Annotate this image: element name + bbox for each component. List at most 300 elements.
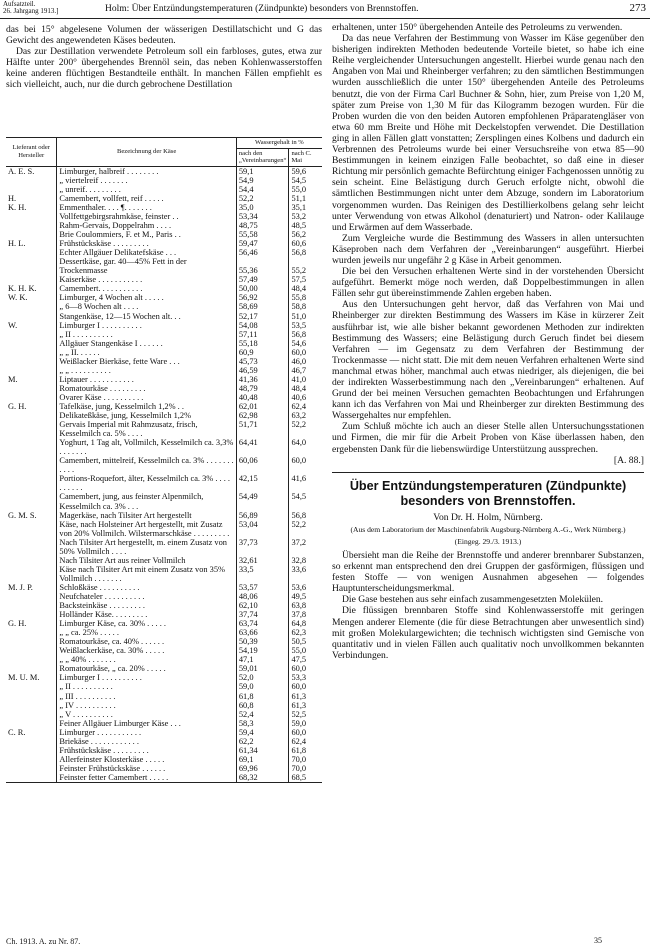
supplier-cell <box>6 764 57 773</box>
table-body <box>6 166 322 782</box>
cheese-cell: Nach Tilsiter Art aus reiner Vollmilch <box>57 556 236 565</box>
supplier-cell <box>6 330 57 339</box>
cheese-cell: Limburger Käse, ca. 30% . . . . . <box>57 619 236 628</box>
column-header-mai: nach C. Mai <box>289 148 322 166</box>
paragraph: Da das neue Verfahren der Bestimmung von Wasser im Käse gegenüber den bisherigen indirekten Methoden bedeutende Vorteile bietet, so habe ich eine Reihe vergleichender Untersuchungen angestellt. Hierbei wurde genau nach den Angaben von Mai und Rheinberger verfahren; zu den sämtlichen Bestimmungen wurden ausschließlich die unter 150° übergehenden Anteile des Petroleums benutzt, die von der Firma Carl Buchner & Sohn, hier, zum Preise von 1,20 M, später zum Preise von 1,30 M für das Kilogramm bezogen wurden. Für die Proben wurden die von den beiden Autoren empfohlenen Präparatengläser von etwa 60 mm Breite und Höhe mit Deckelstopfen verwendet. Die Destillation ging in allen Fällen glatt vonstatten; Zersplingen eines Kolbens und dadurch ein Verbrennen des Petroleums wurde bei einer Versuchsreihe von etwa 85—90 Bestimmungen in keinem einzigen Falle beobachtet, so daß eine in dieser Richtung mir persönlich gemachte Befürchtung einiger Fachgenossen unnötig zu sein scheint. Eine Belästigung durch Geruch erfolgte nicht, obwohl die sämtlichen Bestimmungen nicht unter dem Abzuge, sondern im Laboratorium vorgenommen wurden. Das Reinigen des Destillierkolbens gelang sehr leicht unter Verwendung von etwas Alkohol (denaturiert) und Natron- oder Kalilauge und Erwärmen auf dem Wasserbade. <box>332 33 644 233</box>
table-row <box>6 203 322 212</box>
paragraph: Zum Vergleiche wurde die Bestimmung des Wassers in allen untersuchten Käseproben nach dem Verfahren der „Vereinbarungen“ ausgeführt. Hierbei wurden jeweils nur ungefähr 2 g Käse in Arbeit genommen. <box>332 232 644 266</box>
journal-section <box>3 1 58 15</box>
mai-value: 35,1 <box>291 202 307 212</box>
vereinbarungen-value: 51,71 <box>236 420 289 438</box>
mai-value: 56,2 <box>291 230 307 240</box>
supplier-cell <box>6 565 57 583</box>
vereinbarungen-value: 48,75 <box>236 221 289 230</box>
supplier-cell <box>6 610 57 619</box>
mai-value: 48,5 <box>291 221 307 231</box>
supplier-cell <box>6 176 57 185</box>
supplier-cell <box>6 755 57 764</box>
supplier-cell <box>6 438 57 456</box>
table-row <box>6 556 322 565</box>
table-row <box>6 339 322 348</box>
cheese-cell: Limburger . . . . . . . . . . . <box>57 728 236 737</box>
mai-value: 52,2 <box>291 519 307 529</box>
vereinbarungen-value: 68,32 <box>236 773 289 783</box>
mai-value: 51,0 <box>291 311 307 321</box>
vereinbarungen-value: 59,4 <box>236 728 289 737</box>
vereinbarungen-value: 35,0 <box>236 203 289 212</box>
left-column <box>6 24 322 91</box>
mai-value: 60,0 <box>291 727 307 737</box>
supplier-cell <box>6 646 57 655</box>
table-row <box>6 221 322 230</box>
cheese-cell: Camembert. . . . . . . . . . . <box>57 284 236 293</box>
article-note: [A. 88.] <box>613 454 644 466</box>
supplier-cell <box>6 302 57 311</box>
mai-value: 60,0 <box>291 682 307 692</box>
cheese-cell: Romatourkäse . . . . . . . . . <box>57 384 236 393</box>
vereinbarungen-value: 48,79 <box>236 384 289 393</box>
mai-value: 68,5 <box>289 773 322 783</box>
supplier-cell <box>6 637 57 646</box>
vereinbarungen-value: 61,8 <box>236 692 289 701</box>
table-row <box>6 384 322 393</box>
mai-value: 61,3 <box>291 691 307 701</box>
cheese-cell: Romatourkäse, „ ca. 20% . . . . . <box>57 664 236 673</box>
vereinbarungen-value: 69,96 <box>236 764 289 773</box>
cheese-cell: Kaiserkäse . . . . . . . . . . . <box>57 275 236 284</box>
cheese-cell: Gervais Imperial mit Rahmzusatz, frisch, Kesselmilch ca. 5% . . . . <box>57 420 236 438</box>
table-row <box>6 239 322 248</box>
vereinbarungen-value: 61,34 <box>236 746 289 755</box>
vereinbarungen-value: 56,89 <box>236 511 289 520</box>
table-row <box>6 474 322 492</box>
mai-value: 58,8 <box>291 302 307 312</box>
vereinbarungen-value <box>236 257 289 266</box>
supplier-cell <box>6 664 57 673</box>
supplier-cell <box>6 746 57 755</box>
cheese-cell: Yoghurt, 1 Tag alt, Vollmilch, Kesselmilch ca. 3,3% . . . . . . . <box>57 438 236 456</box>
paragraph: erhaltenen, unter 150° übergehenden Anteile des Petroleums zu verwenden. <box>332 22 623 33</box>
vereinbarungen-value: 55,58 <box>236 230 289 239</box>
cheese-cell: Allgäuer Stangenkäse I . . . . . . <box>57 339 236 348</box>
vereinbarungen-value: 63,66 <box>236 628 289 637</box>
vereinbarungen-value: 33,5 <box>236 565 289 583</box>
mai-value: 59,6 <box>291 166 307 176</box>
vereinbarungen-value: 52,4 <box>236 710 289 719</box>
cheese-cell: „ viertelreif . . . . . . . <box>57 176 236 185</box>
vereinbarungen-value: 56,92 <box>236 293 289 302</box>
table-row <box>6 565 322 583</box>
article-institution: (Aus dem Laboratorium der Maschinenfabrik Augsburg-Nürnberg A.-G., Werk Nürnberg.) <box>350 524 626 534</box>
column-header-supplier: Lieferant oder Hersteller <box>6 138 57 167</box>
mai-value: 57,5 <box>291 275 307 285</box>
cheese-cell: „ IV . . . . . . . . . . <box>57 701 236 710</box>
table-row <box>6 275 322 284</box>
mai-value: 55,0 <box>291 184 307 194</box>
mai-value: 56,8 <box>291 510 307 520</box>
vereinbarungen-value: 54,9 <box>236 176 289 185</box>
table-row <box>6 737 322 746</box>
table-row <box>6 212 322 221</box>
mai-value: 33,6 <box>291 564 307 574</box>
supplier-cell <box>6 348 57 357</box>
table-row <box>6 176 322 185</box>
article-divider <box>332 472 644 473</box>
supplier-cell <box>6 474 57 492</box>
article-title: Über Entzündungstemperaturen (Zündpunkte) besonders von Brennstoffen. <box>349 478 627 508</box>
mai-value: 53,6 <box>291 582 307 592</box>
mai-value: 60,0 <box>291 456 307 466</box>
cheese-cell: Frühstückskäse . . . . . . . . . <box>57 746 236 755</box>
water-content-table <box>6 137 322 783</box>
paragraph: Zum Schluß möchte ich auch an dieser Stelle allen Untersuchungsstationen und Firmen, die mir für die Arbeit Proben von Käse überlassen haben, den ergebensten Dank für die liebenswürdige Unterstützung aussprechen. <box>332 421 644 455</box>
cheese-cell: Weißlackerkäse, ca. 30% . . . . . <box>57 646 236 655</box>
table-row <box>6 321 322 330</box>
table-row <box>6 710 322 719</box>
vereinbarungen-value: 52,17 <box>236 312 289 321</box>
vereinbarungen-value: 59,01 <box>236 664 289 673</box>
mai-value: 50,5 <box>291 637 307 647</box>
supplier-cell: M. <box>6 375 57 384</box>
table-row <box>6 348 322 357</box>
supplier-cell <box>6 221 57 230</box>
vereinbarungen-value: 63,74 <box>236 619 289 628</box>
mai-value: 53,2 <box>291 212 307 222</box>
vereinbarungen-value: 53,04 <box>236 520 289 538</box>
supplier-cell <box>6 682 57 691</box>
mai-value <box>289 257 322 266</box>
table-row <box>6 312 322 321</box>
cheese-cell: Käse, nach Holsteiner Art hergestellt, mit Zusatz von 20% Vollmilch. Wilstermarschkäse . . . . . . . . . <box>57 520 236 538</box>
vereinbarungen-value: 62,98 <box>236 411 289 420</box>
cheese-cell: Vollfettgebirgsrahmkäse, feinster . . <box>57 212 236 221</box>
cheese-cell: Briekäse . . . . . . . . . . . . <box>57 737 236 746</box>
mai-value: 55,2 <box>291 266 307 276</box>
cheese-cell: „ II . . . . . . . . . . <box>57 682 236 691</box>
supplier-cell <box>6 737 57 746</box>
cheese-cell: Limburger I . . . . . . . . . . <box>57 673 236 682</box>
vereinbarungen-value: 50,00 <box>236 284 289 293</box>
vereinbarungen-value: 62,10 <box>236 601 289 610</box>
table-row <box>6 293 322 302</box>
column-header-vereinbarungen: nach den „Vereinbarungen“ <box>236 148 289 166</box>
cheese-cell: „ „ 40% . . . . . . . <box>57 655 236 664</box>
supplier-cell: M. U. M. <box>6 673 57 682</box>
vereinbarungen-value: 52,0 <box>236 673 289 682</box>
vereinbarungen-value: 57,49 <box>236 275 289 284</box>
cheese-cell: Neufchateler . . . . . . . . . . <box>57 592 236 601</box>
mai-value: 61,8 <box>291 745 307 755</box>
mai-value: 41,6 <box>291 474 307 484</box>
table-row <box>6 266 322 275</box>
cheese-cell: Limburger, 4 Wochen alt . . . . . <box>57 293 236 302</box>
cheese-cell: Ovarer Käse . . . . . . . . . . <box>57 393 236 402</box>
mai-value: 63,8 <box>291 601 307 611</box>
supplier-cell <box>6 185 57 194</box>
vereinbarungen-value: 40,48 <box>236 393 289 402</box>
cheese-cell: Emmenthaler. . . . ¶. . . . . . . <box>57 203 236 212</box>
supplier-cell: H. <box>6 194 57 203</box>
vereinbarungen-value: 69,1 <box>236 755 289 764</box>
table-row <box>6 375 322 384</box>
mai-value: 46,7 <box>291 365 307 375</box>
vereinbarungen-value: 60,8 <box>236 701 289 710</box>
running-title: Holm: Über Entzündungstemperaturen (Zündpunkte) besonders von Brennstoffen. <box>105 4 419 14</box>
mai-value: 70,0 <box>291 763 307 773</box>
footer-issue: Ch. 1913. A. zu Nr. 87. <box>6 937 81 946</box>
supplier-cell: A. E. S. <box>6 166 57 176</box>
cheese-cell: „ III . . . . . . . . . . <box>57 692 236 701</box>
vereinbarungen-value: 64,41 <box>236 438 289 456</box>
column-header-water: Wassergehalt in % <box>236 138 322 149</box>
paragraph: Die flüssigen brennbaren Stoffe sind Kohlenwasserstoffe mit geringen Mengen anderer Elemente (die für diese Betrachtungen aber unwesentlich sind) mit großen Molekulargewichten; die technisch wichtigsten sind Gemische von quantitativ und in vielen Fällen auch qualitativ noch unvollkommen bekannten Verbindungen. <box>332 605 644 661</box>
cheese-cell: Nach Tilsiter Art hergestellt, m. einem Zusatz von 50% Vollmilch . . . . <box>57 538 236 556</box>
mai-value: 63,2 <box>291 411 307 421</box>
article-author: Von Dr. H. Holm, Nürnberg. <box>433 511 543 523</box>
vereinbarungen-value: 54,08 <box>236 321 289 330</box>
paragraph: Die bei den Versuchen erhaltenen Werte sind in der vorstehenden Übersicht aufgeführt. Bemerkt möge noch werden, daß Doppelbestimmungen in allen Fällen sehr gut übereinstimmende Zahlen ergeben haben. <box>332 266 644 300</box>
cheese-cell: Trockenmasse <box>57 266 236 275</box>
table-row <box>6 664 322 673</box>
cheese-cell: Feiner Allgäuer Limburger Käse . . . <box>57 719 236 728</box>
cheese-cell: Stangenkäse, 12—15 Wochen alt. . . <box>57 312 236 321</box>
table-row <box>6 402 322 411</box>
table-row <box>6 166 322 176</box>
supplier-cell: M. J. P. <box>6 583 57 592</box>
mai-value: 52,5 <box>291 709 307 719</box>
mai-value: 64,8 <box>291 619 307 629</box>
cheese-cell: Camembert, mittelreif, Kesselmilch ca. 3% . . . . . . . . . . . <box>57 456 236 474</box>
mai-value: 41,0 <box>291 374 307 384</box>
vereinbarungen-value: 60,9 <box>236 348 289 357</box>
mai-value: 61,3 <box>291 700 307 710</box>
vereinbarungen-value: 54,19 <box>236 646 289 655</box>
supplier-cell <box>6 393 57 402</box>
vereinbarungen-value: 54,4 <box>236 185 289 194</box>
vereinbarungen-value: 53,34 <box>236 212 289 221</box>
table-row <box>6 456 322 474</box>
supplier-cell <box>6 384 57 393</box>
table-row <box>6 773 322 783</box>
table-row <box>6 728 322 737</box>
cheese-cell: Rahm-Gervais, Doppelrahm . . . . <box>57 221 236 230</box>
vereinbarungen-value: 56,46 <box>236 248 289 257</box>
mai-value: 52,2 <box>291 420 307 430</box>
table-row <box>6 628 322 637</box>
mai-value: 48,4 <box>291 284 307 294</box>
table-row <box>6 357 322 366</box>
table-row <box>6 682 322 691</box>
mai-value: 62,3 <box>291 628 307 638</box>
supplier-cell <box>6 366 57 375</box>
supplier-cell <box>6 230 57 239</box>
mai-value: 37,8 <box>291 610 307 620</box>
table-row <box>6 619 322 628</box>
cheese-cell: Allerfeinster Klosterkäse . . . . . <box>57 755 236 764</box>
supplier-cell <box>6 601 57 610</box>
mai-value: 70,0 <box>291 754 307 764</box>
table-row <box>6 601 322 610</box>
supplier-cell <box>6 701 57 710</box>
cheese-cell: Brie Coulommiers, F. et M., Paris . . <box>57 230 236 239</box>
mai-value: 53,5 <box>291 320 307 330</box>
mai-value: 48,4 <box>291 383 307 393</box>
vereinbarungen-value: 46,59 <box>236 366 289 375</box>
table-row <box>6 302 322 311</box>
mai-value: 55,8 <box>291 293 307 303</box>
cheese-cell: Camembert, vollfett, reif . . . . . <box>57 194 236 203</box>
table-row <box>6 511 322 520</box>
mai-value: 49,5 <box>291 591 307 601</box>
cheese-cell: „ V . . . . . . . . . . <box>57 710 236 719</box>
supplier-cell <box>6 266 57 275</box>
paragraph: Aus den Untersuchungen geht hervor, daß das Verfahren von Mai und Rheinberger zur direkten Bestimmung des Wassers im Käse in kürzerer Zeit ausführbar ist, wie alle bisher bekannt gewordenen Methoden zur indirekten Bestimmung des Wassers; eine Belästigung durch Geruch findet bei diesem Verfahren — im Gegensatz zu dem Verfahren der Bestimmung der Trockenmasse — nicht statt. Die mit dem neuen Verfahren erhaltenen Werte sind manchmal etwas höher, manchmal auch etwas niedriger, als diejenigen, die bei der indirekten Wasserbestimmung nach den „Vereinbarungen“ erhaltenen. Auf Grund der bei meinen Versuchen gemachten Beobachtungen und Erfahrungen kann ich das Verfahren von Mai und Rheinberger zur direkten Bestimmung des Wassergehaltes nur empfehlen. <box>332 299 644 422</box>
mai-value: 37,2 <box>291 537 307 547</box>
supplier-cell <box>6 257 57 266</box>
supplier-cell <box>6 655 57 664</box>
vereinbarungen-value: 58,3 <box>236 719 289 728</box>
column-header-cheese: Bezeichnung der Käse <box>57 138 236 167</box>
table-row <box>6 492 322 510</box>
table-row <box>6 194 322 203</box>
table-row <box>6 438 322 456</box>
supplier-cell <box>6 719 57 728</box>
supplier-cell <box>6 556 57 565</box>
cheese-cell: Weißlacker Bierkäse, fette Ware . . . <box>57 357 236 366</box>
supplier-cell <box>6 773 57 783</box>
cheese-cell: Magerkäse, nach Tilsiter Art hergestellt <box>57 511 236 520</box>
cheese-cell: Delikateßkäse, jung, Kesselmilch 1,2% <box>57 411 236 420</box>
vereinbarungen-value: 57,11 <box>236 330 289 339</box>
page-header <box>0 0 650 19</box>
supplier-cell <box>6 710 57 719</box>
cheese-cell: Feinster fetter Camembert . . . . . <box>57 773 236 783</box>
table-row <box>6 257 322 266</box>
vereinbarungen-value: 45,73 <box>236 357 289 366</box>
vereinbarungen-value: 48,06 <box>236 592 289 601</box>
cheese-cell: „ „ ca. 25% . . . . . <box>57 628 236 637</box>
table-row <box>6 284 322 293</box>
supplier-cell: G. M. S. <box>6 511 57 520</box>
mai-value: 56,8 <box>291 329 307 339</box>
vereinbarungen-value: 62,01 <box>236 402 289 411</box>
cheese-cell: Liptauer . . . . . . . . . . . <box>57 375 236 384</box>
table-row <box>6 637 322 646</box>
vereinbarungen-value: 42,15 <box>236 474 289 492</box>
mai-value: 60,0 <box>291 664 307 674</box>
vereinbarungen-value: 53,57 <box>236 583 289 592</box>
supplier-cell <box>6 275 57 284</box>
supplier-cell: G. H. <box>6 402 57 411</box>
cheese-cell: „ 6—8 Wochen alt . . . . <box>57 302 236 311</box>
supplier-cell <box>6 520 57 538</box>
cheese-cell: Limburger, halbreif . . . . . . . . <box>57 166 236 176</box>
cheese-cell: „ II . . . . . . . . . . <box>57 330 236 339</box>
cheese-cell: Dessertkäse, gar. 40—45% Fett in der <box>57 257 236 266</box>
table-row <box>6 692 322 701</box>
supplier-cell <box>6 411 57 420</box>
vereinbarungen-value: 41,36 <box>236 375 289 384</box>
cheese-cell: „ „ . . . . . . . . . . <box>57 366 236 375</box>
table-row <box>6 230 322 239</box>
table-row <box>6 592 322 601</box>
mai-value: 55,0 <box>291 646 307 656</box>
supplier-cell <box>6 357 57 366</box>
supplier-cell <box>6 248 57 257</box>
cheese-cell: Backsteinkäse . . . . . . . . . <box>57 601 236 610</box>
table-row <box>6 646 322 655</box>
vereinbarungen-value: 37,73 <box>236 538 289 556</box>
mai-value: 60,6 <box>291 239 307 249</box>
table-row <box>6 701 322 710</box>
mai-value: 54,6 <box>291 338 307 348</box>
cheese-cell: „ „ II. . . . . . <box>57 348 236 357</box>
article-date: (Eingeg. 29./3. 1913.) <box>454 536 522 546</box>
table-row <box>6 746 322 755</box>
mai-value: 40,6 <box>291 392 307 402</box>
mai-value: 62,4 <box>291 402 307 411</box>
vereinbarungen-value: 59,47 <box>236 239 289 248</box>
mai-value: 54,5 <box>291 492 307 502</box>
mai-value: 32,8 <box>291 555 307 565</box>
mai-value: 54,5 <box>291 175 307 185</box>
supplier-cell <box>6 312 57 321</box>
supplier-cell <box>6 492 57 510</box>
supplier-cell <box>6 692 57 701</box>
table-row <box>6 330 322 339</box>
supplier-cell <box>6 456 57 474</box>
mai-value: 59,0 <box>291 718 307 728</box>
table-row <box>6 538 322 556</box>
vereinbarungen-value: 59,1 <box>236 166 289 176</box>
table-row <box>6 520 322 538</box>
supplier-cell <box>6 538 57 556</box>
vereinbarungen-value: 55,18 <box>236 339 289 348</box>
paragraph: das bei 15° abgelesene Volumen der wässerigen Destillatschicht und G das Gewicht des angewendeten Käses bedeuten. <box>6 24 322 47</box>
vereinbarungen-value: 37,74 <box>236 610 289 619</box>
footer-sheet-number: 35 <box>594 936 602 945</box>
mai-value: 56,8 <box>291 248 307 258</box>
vereinbarungen-value: 50,39 <box>236 637 289 646</box>
cheese-cell: Tafelkäse, jung, Kesselmilch 1,2% . . <box>57 402 236 411</box>
supplier-cell <box>6 628 57 637</box>
vereinbarungen-value: 47,1 <box>236 655 289 664</box>
cheese-cell: Portions-Roquefort, älter, Kesselmilch ca. 3% . . . . . . . . . . <box>57 474 236 492</box>
mai-value: 47,5 <box>291 655 307 665</box>
vereinbarungen-value: 60,06 <box>236 456 289 474</box>
paragraph: Übersieht man die Reihe der Brennstoffe und anderer brennbarer Substanzen, so erkennt man entsprechend den drei Gruppen der gasförmigen, flüssigen und festen Stoffe — von wenigen Ausnahmen abgesehen — folgendes Hauptunterscheidungsmerkmal. <box>332 549 644 595</box>
vereinbarungen-value: 59,0 <box>236 682 289 691</box>
vereinbarungen-value: 55,36 <box>236 266 289 275</box>
cheese-cell: „ unreif. . . . . . . . . <box>57 185 236 194</box>
vereinbarungen-value: 52,2 <box>236 194 289 203</box>
vereinbarungen-value: 32,61 <box>236 556 289 565</box>
mai-value: 53,3 <box>291 673 307 683</box>
table-row <box>6 366 322 375</box>
cheese-cell: Frühstückskäse . . . . . . . . . <box>57 239 236 248</box>
section-label: Aufsatzteil. <box>3 0 36 8</box>
supplier-cell: G. H. <box>6 619 57 628</box>
vereinbarungen-value: 62,2 <box>236 737 289 746</box>
table-row <box>6 755 322 764</box>
supplier-cell <box>6 212 57 221</box>
paragraph: Das zur Destillation verwendete Petroleum soll ein farbloses, gutes, etwa zur Hälfte unter 200° übergehendes Brennöl sein, das neben Kohlenwasserstoffen keine anderen flüchtigen Bestandteile enthält. In manchen Fällen empfiehlt es sich vielleicht, auch, nur die durch gebrochene Destillation <box>6 46 322 91</box>
cheese-cell: Schloßkäse . . . . . . . . . . <box>57 583 236 592</box>
cheese-cell: Holländer Käse. . . . . . . . . <box>57 610 236 619</box>
page-number: 273 <box>629 2 646 14</box>
supplier-cell: H. L. <box>6 239 57 248</box>
supplier-cell <box>6 339 57 348</box>
